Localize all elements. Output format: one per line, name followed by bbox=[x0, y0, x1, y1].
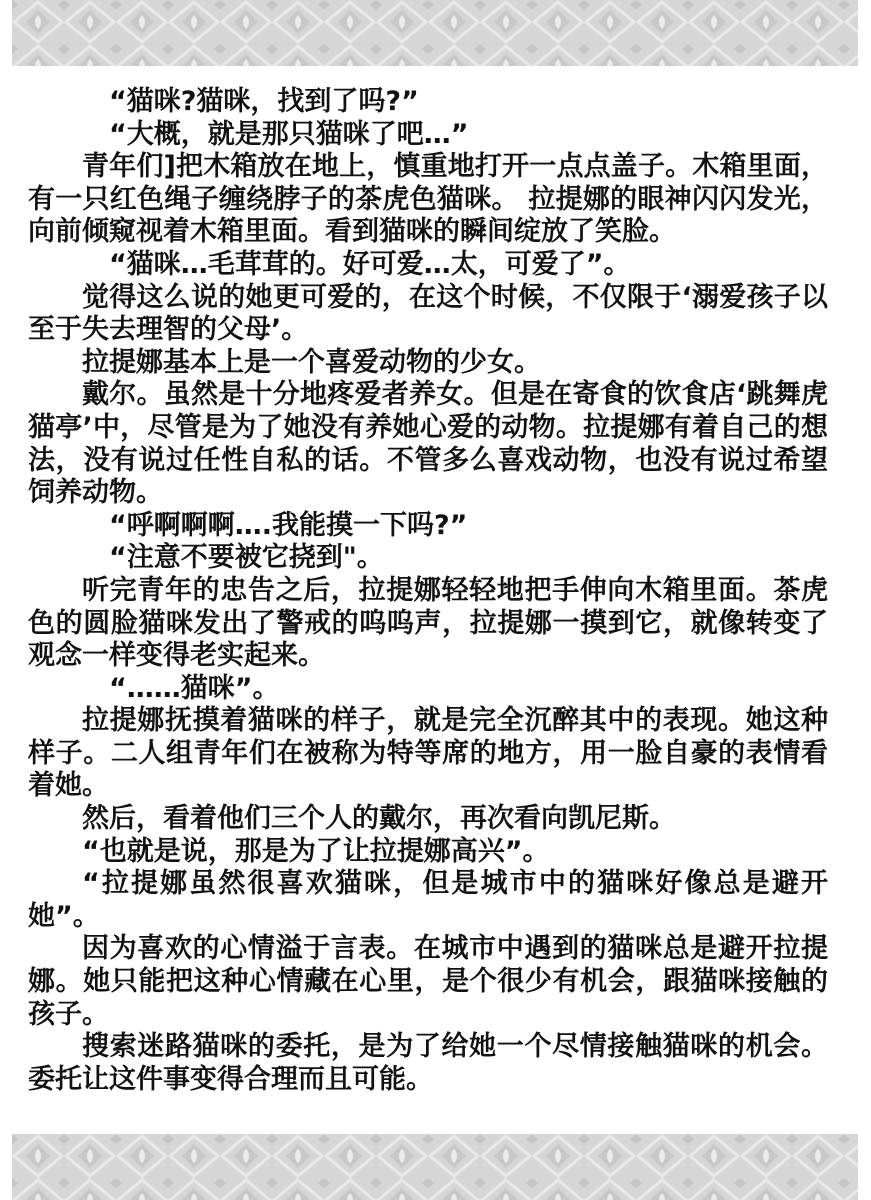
paragraph: 拉提娜抚摸着猫咪的样子，就是完全沉醉其中的表现。她这种样子。二人组青年们在被称为特等席的地方，用一脸自豪的表情看着她。 bbox=[28, 705, 828, 802]
paragraph: “呼啊啊啊….我能摸一下吗?” bbox=[109, 509, 468, 541]
paragraph: 然后，看着他们三个人的戴尔，再次看向凯尼斯。 bbox=[82, 803, 676, 835]
chapter-text bbox=[28, 86, 828, 1096]
paragraph: “猫咪?猫咪，找到了吗?” bbox=[109, 86, 419, 117]
paragraph: “注意不要被它挠到"。 bbox=[109, 542, 384, 574]
paragraph: “猫咪…毛茸茸的。好可爱…太，可爱了”。 bbox=[109, 248, 631, 280]
paragraph: “也就是说，那是为了让拉提娜高兴”。 bbox=[82, 835, 550, 867]
paragraph: 搜索迷路猫咪的委托，是为了给她一个尽情接触猫咪的机会。委托让这件事变得合理而且可能。 bbox=[28, 1031, 828, 1095]
paragraph: 青年们]把木箱放在地上，慎重地打开一点点盖子。木箱里面，有一只红色绳子缠绕脖子的茶虎色猫咪。 拉提娜的眼神闪闪发光，向前倾窥视着木箱里面。看到猫咪的瞬间绽放了笑脸。 bbox=[28, 151, 828, 248]
diamond-pattern-bottom bbox=[12, 1134, 858, 1200]
paragraph: “大概，就是那只猫咪了吧…” bbox=[109, 118, 469, 150]
diamond-pattern-top bbox=[12, 0, 858, 66]
paragraph: “拉提娜虽然很喜欢猫咪，但是城市中的猫咪好像总是避开她”。 bbox=[28, 868, 828, 932]
paragraph: 因为喜欢的心情溢于言表。在城市中遇到的猫咪总是避开拉提娜。她只能把这种心情藏在心里，是个很少有机会，跟猫咪接触的孩子。 bbox=[28, 933, 828, 1030]
paragraph: 听完青年的忠告之后，拉提娜轻轻地把手伸向木箱里面。茶虎色的圆脸猫咪发出了警戒的呜呜声，拉提娜一摸到它，就像转变了观念一样变得老实起来。 bbox=[28, 574, 828, 672]
paragraph: 拉提娜基本上是一个喜爱动物的少女。 bbox=[82, 346, 541, 378]
paragraph: 戴尔。虽然是十分地疼爱者养女。但是在寄食的饮食店‘跳舞虎猫亭’中，尽管是为了她没有养她心爱的动物。拉提娜有着自己的想法，没有说过任性自私的话。不管多么喜戏动物，也没有说过希望饲养动物。 bbox=[28, 379, 828, 509]
paragraph: 觉得这么说的她更可爱的，在这个时候，不仅限于‘溺爱孩子以至于失去理智的父母’。 bbox=[28, 281, 828, 346]
paragraph: “……猫咪”。 bbox=[109, 672, 280, 704]
top-decorative-band bbox=[12, 0, 858, 66]
bottom-decorative-band bbox=[12, 1134, 858, 1200]
